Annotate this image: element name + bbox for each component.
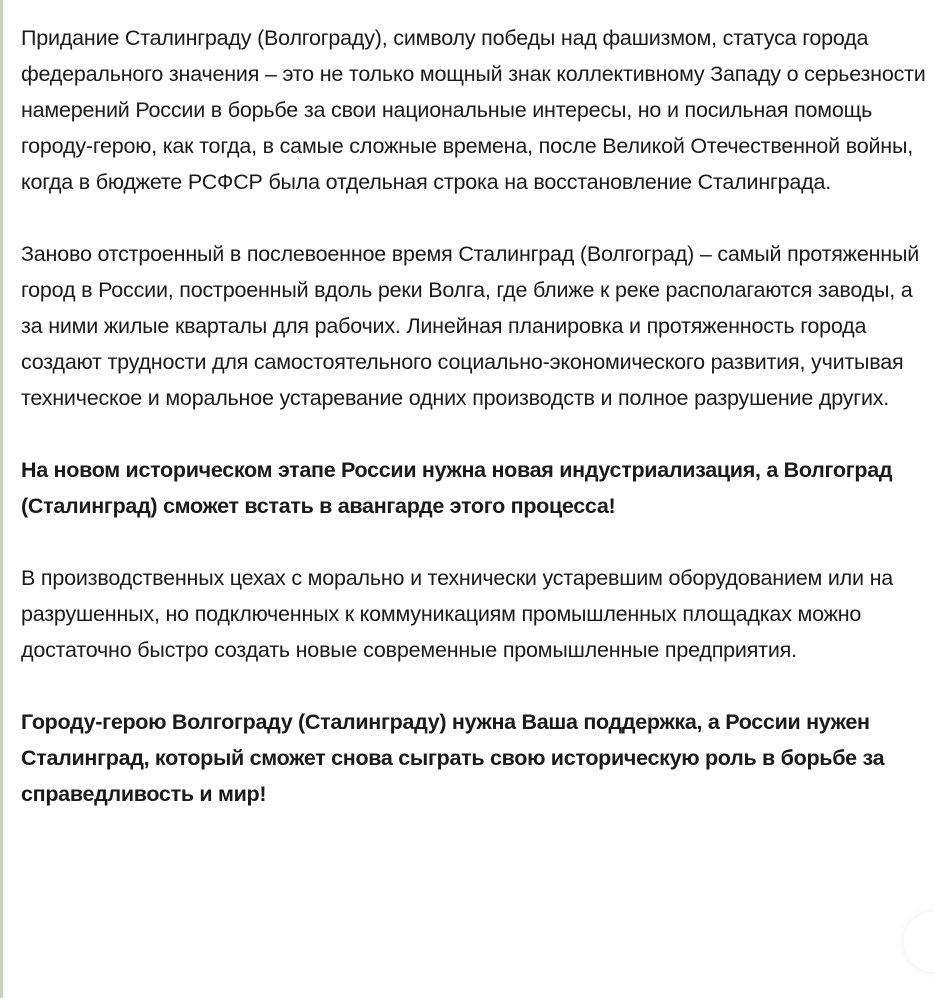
message-paragraph-3-bold: На новом историческом этапе России нужна новая индустриализация, а Волгоград (Сталинград) сможет встать в авангарде этого процесса! <box>21 458 893 518</box>
message-paragraph-2: Заново отстроенный в послевоенное время Сталинград (Волгоград) – самый протяженный город в России, построенный вдоль реки Волга, где ближе к реке располагаются заводы, а за ними жилые кварталы для рабочих. Линейная планировка и протяженность города создают трудности для самостоятельного социально-экономического развития, учитывая техническое и моральное устаревание одних производств и полное разрушение других. <box>21 242 920 410</box>
message-paragraph-5-bold: Городу-герою Волгограду (Сталинграду) нужна Ваша поддержка, а России нужен Сталинград, который сможет снова сыграть свою историческую роль в борьбе за справедливость и мир! <box>21 710 885 806</box>
message-text <box>21 20 927 812</box>
message-paragraph-1: Придание Сталинграду (Волгограду), символу победы над фашизмом, статуса города федерального значения – это не только мощный знак коллективному Западу о серьезности намерений России в борьбе за свои национальные интересы, но и посильная помощь городу-герою, как тогда, в самые сложные времена, после Великой Отечественной войны, когда в бюджете РСФСР была отдельная строка на восстановление Сталинграда. <box>21 26 926 194</box>
message-accent-bar <box>0 0 3 998</box>
scroll-to-bottom-button[interactable] <box>904 912 934 972</box>
message-paragraph-4: В производственных цехах с морально и технически устаревшим оборудованием или на разрушенных, но подключенных к коммуникациям промышленных площадках можно достаточно быстро создать новые современные промышленные предприятия. <box>21 566 894 662</box>
